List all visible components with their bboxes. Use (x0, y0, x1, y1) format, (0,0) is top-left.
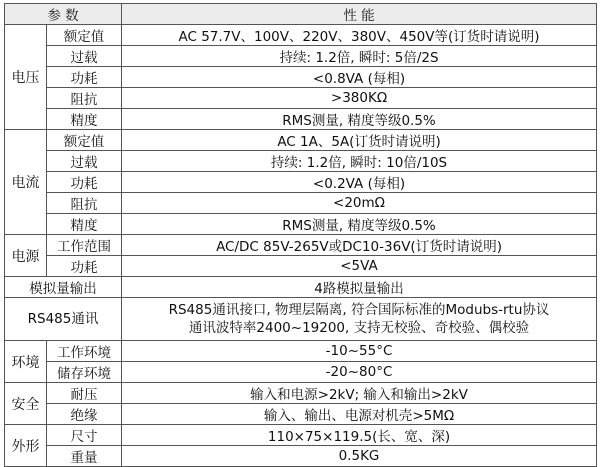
group-voltage: 电压 (5, 25, 47, 130)
table-row (5, 67, 597, 88)
header-row (5, 4, 597, 25)
row-label: 功耗 (47, 172, 122, 193)
table-row (5, 446, 597, 467)
rs485-line-2: 通讯波特率2400~19200, 支持无校验、奇校验、偶校验 (188, 320, 530, 336)
table-row (5, 193, 597, 214)
group-power: 电源 (5, 235, 47, 277)
table-row (5, 341, 597, 362)
row-label: 过载 (47, 151, 122, 172)
row-label: 过载 (47, 46, 122, 67)
table-row (5, 235, 597, 256)
row-label: 重量 (47, 446, 122, 467)
row-label: 额定值 (47, 130, 122, 151)
spec-table (4, 3, 597, 467)
row-value: AC 1A、5A(订货时请说明) (122, 130, 597, 151)
table-row (5, 88, 597, 109)
rs485-line-1: RS485通讯接口, 物理层隔离, 符合国际标准的Modubs-rtu协议 (168, 302, 550, 318)
row-value: RMS测量, 精度等级0.5% (122, 109, 597, 130)
row-label: 精度 (47, 214, 122, 235)
table-row (5, 425, 597, 446)
row-label: 阻抗 (47, 88, 122, 109)
table-row (5, 298, 597, 341)
rs485-label: RS485通讯 (5, 298, 122, 341)
table-row (5, 130, 597, 151)
table-row (5, 109, 597, 130)
row-value: 0.5KG (122, 446, 597, 467)
table-row (5, 383, 597, 404)
row-value: <0.2VA (每相) (122, 172, 597, 193)
row-value: AC 57.7V、100V、220V、380V、450V等(订货时请说明) (122, 25, 597, 46)
row-label: 功耗 (47, 67, 122, 88)
row-label: 耐压 (47, 383, 122, 404)
header-param: 参 数 (5, 4, 122, 25)
table-row (5, 404, 597, 425)
rs485-value (122, 298, 597, 341)
row-label: 工作范围 (47, 235, 122, 256)
row-value: 110×75×119.5(长、宽、深) (122, 425, 597, 446)
table-row (5, 362, 597, 383)
row-value: 输入、输出、电源对机壳>5MΩ (122, 404, 597, 425)
row-value: 输入和电源>2kV; 输入和输出>2kV (122, 383, 597, 404)
group-current: 电流 (5, 130, 47, 235)
row-label: 尺寸 (47, 425, 122, 446)
analog-label: 模拟量输出 (5, 277, 122, 298)
table-row (5, 256, 597, 277)
header-performance: 性 能 (122, 4, 597, 25)
row-label: 储存环境 (47, 362, 122, 383)
row-label: 功耗 (47, 256, 122, 277)
table-row (5, 172, 597, 193)
table-row (5, 46, 597, 67)
row-value: <5VA (122, 256, 597, 277)
table-row (5, 151, 597, 172)
group-safety: 安全 (5, 383, 47, 425)
row-value: AC/DC 85V-265V或DC10-36V(订货时请说明) (122, 235, 597, 256)
row-label: 工作环境 (47, 341, 122, 362)
row-label: 绝缘 (47, 404, 122, 425)
analog-value: 4路模拟量输出 (122, 277, 597, 298)
row-value: 持续: 1.2倍, 瞬时: 10倍/10S (122, 151, 597, 172)
table-row (5, 214, 597, 235)
row-value: 持续: 1.2倍, 瞬时: 5倍/2S (122, 46, 597, 67)
table-row (5, 25, 597, 46)
row-value: <0.8VA (每相) (122, 67, 597, 88)
group-shape: 外形 (5, 425, 47, 467)
row-value: -20~80°C (122, 362, 597, 383)
table-row (5, 277, 597, 298)
row-value: -10~55°C (122, 341, 597, 362)
row-label: 阻抗 (47, 193, 122, 214)
row-value: >380KΩ (122, 88, 597, 109)
row-value: RMS测量, 精度等级0.5% (122, 214, 597, 235)
row-label: 精度 (47, 109, 122, 130)
group-environment: 环境 (5, 341, 47, 383)
row-label: 额定值 (47, 25, 122, 46)
row-value: <20mΩ (122, 193, 597, 214)
